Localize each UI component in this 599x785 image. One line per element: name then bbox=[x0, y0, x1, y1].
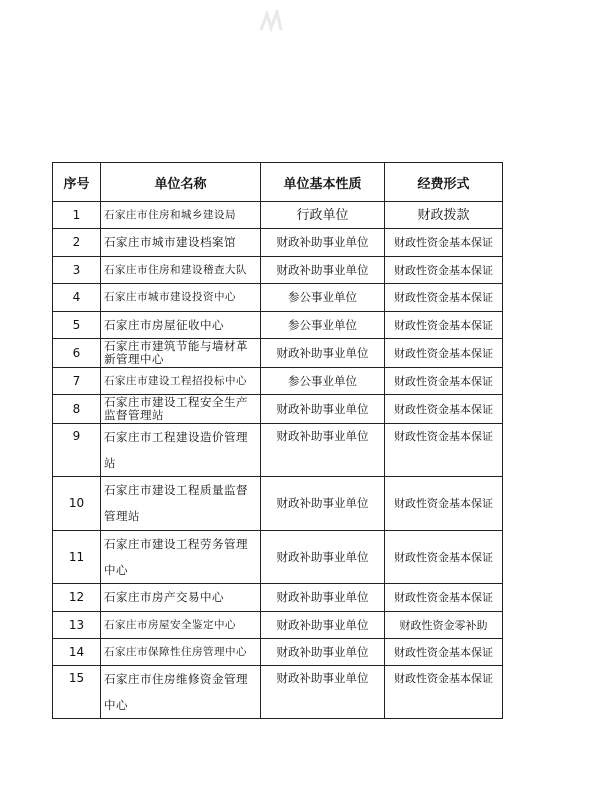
table-row bbox=[53, 612, 503, 639]
row-unit-name: 石家庄市建设工程安全生产监督管理站 bbox=[101, 395, 261, 424]
row-index: 3 bbox=[53, 257, 101, 284]
row-index: 6 bbox=[53, 339, 101, 368]
row-funding: 财政性资金基本保证 bbox=[385, 639, 503, 666]
row-funding: 财政性资金基本保证 bbox=[385, 666, 503, 719]
row-funding: 财政拨款 bbox=[385, 202, 503, 229]
table-row bbox=[53, 257, 503, 284]
table-row bbox=[53, 395, 503, 424]
row-funding: 财政性资金基本保证 bbox=[385, 229, 503, 257]
row-index: 2 bbox=[53, 229, 101, 257]
row-funding: 财政性资金基本保证 bbox=[385, 312, 503, 339]
unit-table bbox=[52, 162, 503, 719]
table-header-row bbox=[53, 163, 503, 202]
row-funding: 财政性资金基本保证 bbox=[385, 424, 503, 477]
row-unit-name: 石家庄市工程建设造价管理站 bbox=[101, 424, 261, 477]
table-row bbox=[53, 202, 503, 229]
row-funding: 财政性资金基本保证 bbox=[385, 531, 503, 584]
row-nature: 财政补助事业单位 bbox=[261, 531, 385, 584]
header-funding: 经费形式 bbox=[385, 163, 503, 202]
table-row bbox=[53, 368, 503, 395]
table-row bbox=[53, 229, 503, 257]
row-index: 14 bbox=[53, 639, 101, 666]
row-nature: 财政补助事业单位 bbox=[261, 584, 385, 612]
row-nature: 行政单位 bbox=[261, 202, 385, 229]
row-unit-name: 石家庄市住房和城乡建设局 bbox=[101, 202, 261, 229]
row-unit-name: 石家庄市建筑节能与墙材革新管理中心 bbox=[101, 339, 261, 368]
row-unit-name: 石家庄市房屋安全鉴定中心 bbox=[101, 612, 261, 639]
row-nature: 财政补助事业单位 bbox=[261, 639, 385, 666]
row-index: 9 bbox=[53, 424, 101, 477]
table-row bbox=[53, 639, 503, 666]
table-row bbox=[53, 339, 503, 368]
row-funding: 财政性资金基本保证 bbox=[385, 368, 503, 395]
row-unit-name: 石家庄市房产交易中心 bbox=[101, 584, 261, 612]
row-nature: 财政补助事业单位 bbox=[261, 257, 385, 284]
table-row bbox=[53, 584, 503, 612]
row-nature: 参公事业单位 bbox=[261, 312, 385, 339]
row-index: 8 bbox=[53, 395, 101, 424]
row-unit-name: 石家庄市住房维修资金管理中心 bbox=[101, 666, 261, 719]
row-funding: 财政性资金基本保证 bbox=[385, 395, 503, 424]
table-row bbox=[53, 424, 503, 477]
header-unit-name: 单位名称 bbox=[101, 163, 261, 202]
row-unit-name: 石家庄市城市建设档案馆 bbox=[101, 229, 261, 257]
row-funding: 财政性资金基本保证 bbox=[385, 257, 503, 284]
row-index: 11 bbox=[53, 531, 101, 584]
row-nature: 参公事业单位 bbox=[261, 368, 385, 395]
row-nature: 财政补助事业单位 bbox=[261, 477, 385, 531]
row-nature: 财政补助事业单位 bbox=[261, 666, 385, 719]
header-index: 序号 bbox=[53, 163, 101, 202]
row-nature: 财政补助事业单位 bbox=[261, 395, 385, 424]
row-unit-name: 石家庄市建设工程招投标中心 bbox=[101, 368, 261, 395]
row-index: 5 bbox=[53, 312, 101, 339]
row-index: 12 bbox=[53, 584, 101, 612]
row-nature: 财政补助事业单位 bbox=[261, 229, 385, 257]
row-unit-name: 石家庄市保障性住房管理中心 bbox=[101, 639, 261, 666]
row-unit-name: 石家庄市建设工程质量监督管理站 bbox=[101, 477, 261, 531]
table-row bbox=[53, 284, 503, 312]
row-nature: 财政补助事业单位 bbox=[261, 424, 385, 477]
row-unit-name: 石家庄市建设工程劳务管理中心 bbox=[101, 531, 261, 584]
row-funding: 财政性资金基本保证 bbox=[385, 339, 503, 368]
row-unit-name: 石家庄市住房和建设稽查大队 bbox=[101, 257, 261, 284]
row-index: 1 bbox=[53, 202, 101, 229]
row-nature: 财政补助事业单位 bbox=[261, 612, 385, 639]
row-unit-name: 石家庄市房屋征收中心 bbox=[101, 312, 261, 339]
row-funding: 财政性资金零补助 bbox=[385, 612, 503, 639]
row-index: 13 bbox=[53, 612, 101, 639]
header-nature: 单位基本性质 bbox=[261, 163, 385, 202]
row-nature: 参公事业单位 bbox=[261, 284, 385, 312]
row-index: 15 bbox=[53, 666, 101, 719]
table-row bbox=[53, 477, 503, 531]
row-funding: 财政性资金基本保证 bbox=[385, 477, 503, 531]
row-index: 4 bbox=[53, 284, 101, 312]
scan-artifact-mark bbox=[257, 10, 289, 32]
row-funding: 财政性资金基本保证 bbox=[385, 284, 503, 312]
row-index: 7 bbox=[53, 368, 101, 395]
table-row bbox=[53, 531, 503, 584]
row-unit-name: 石家庄市城市建设投资中心 bbox=[101, 284, 261, 312]
row-funding: 财政性资金基本保证 bbox=[385, 584, 503, 612]
table-row bbox=[53, 666, 503, 719]
table-row bbox=[53, 312, 503, 339]
row-nature: 财政补助事业单位 bbox=[261, 339, 385, 368]
row-index: 10 bbox=[53, 477, 101, 531]
